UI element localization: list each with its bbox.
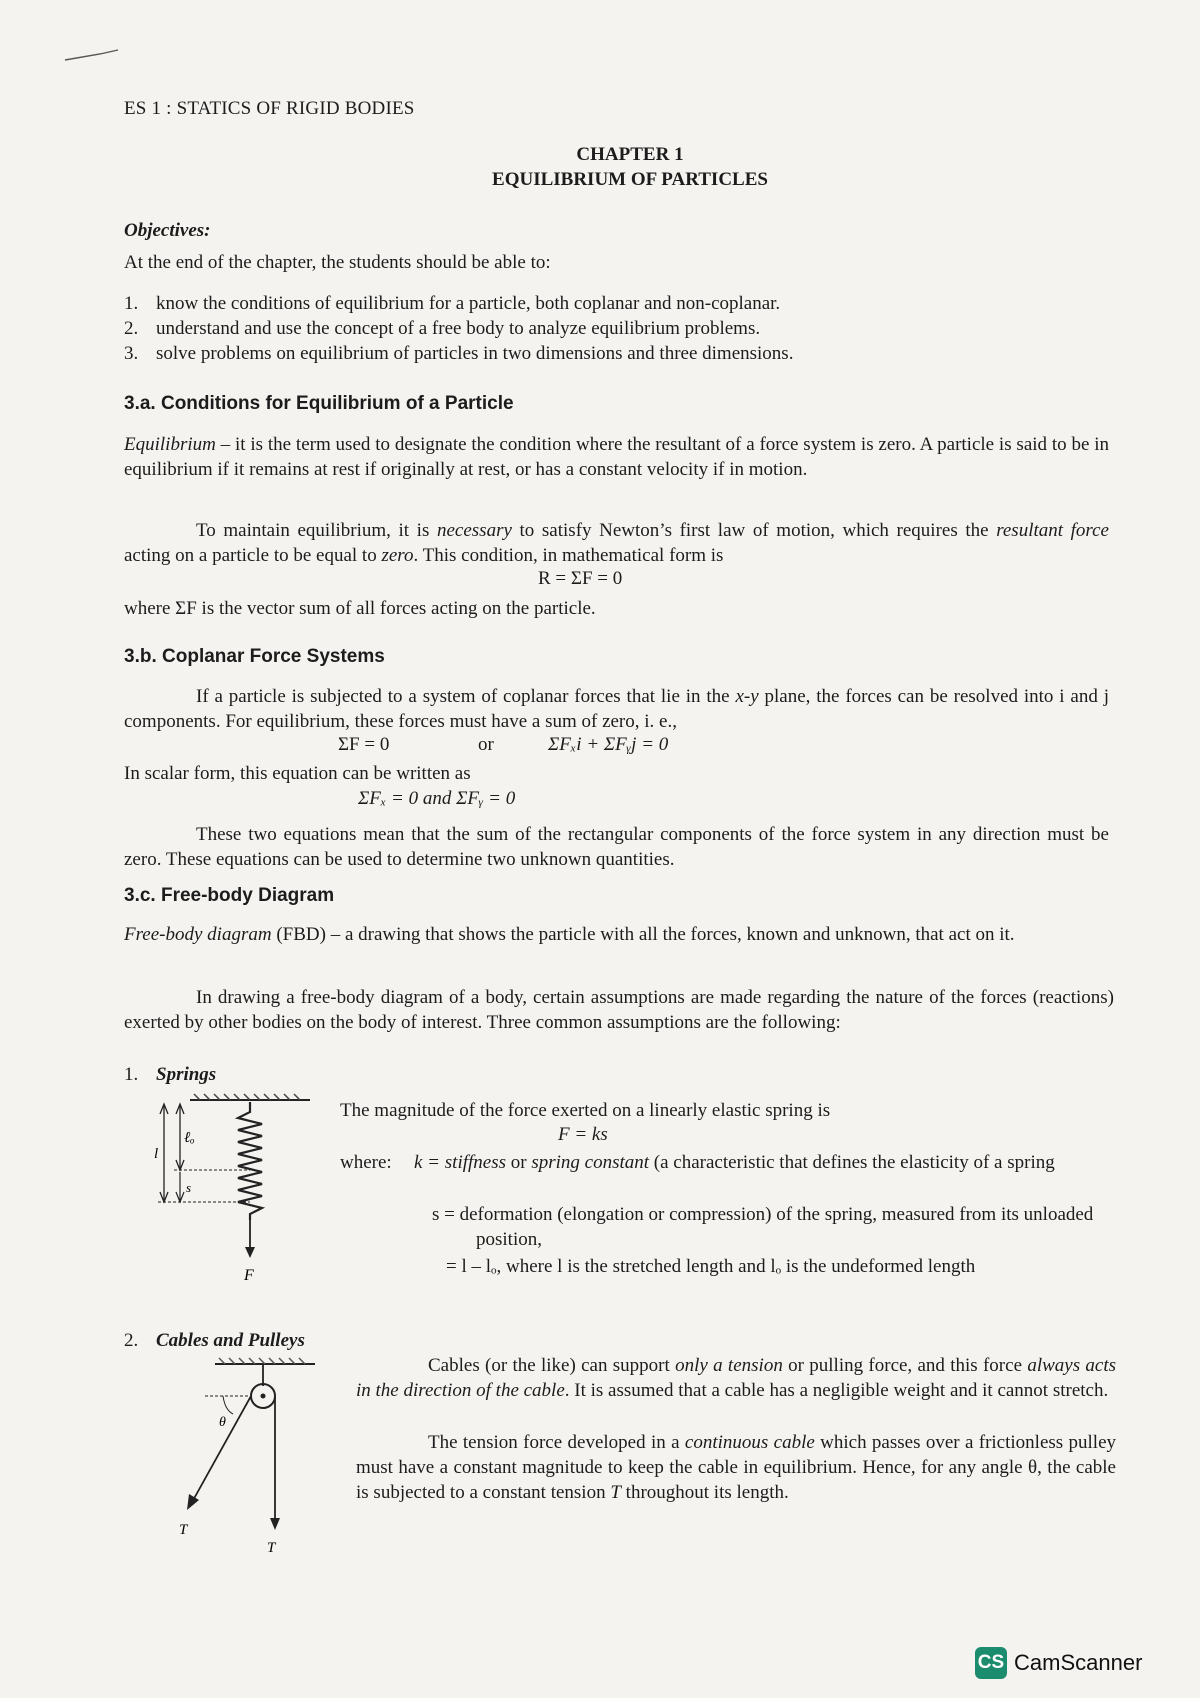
objective-item: 3. solve problems on equilibrium of particles in two dimensions and three dimensions. — [124, 343, 794, 364]
spring-formula: F = ks — [558, 1124, 608, 1145]
label-s: s — [186, 1180, 192, 1195]
section-c-paragraph: In drawing a free-body diagram of a body, certain assumptions are made regarding the nature of the forces (reactions) exerted by other bodies on the body of interest. Three common assumptions are the following: — [124, 987, 1114, 1033]
ceiling-hatch — [190, 1094, 310, 1100]
section-b-paragraph-2: These two equations mean that the sum of the rectangular components of the force system in any direction must be zero. These equations can be used to determine two unknown quantities. — [124, 824, 1109, 870]
label-T-down: T — [267, 1540, 276, 1556]
springs-heading: 1. Springs — [124, 1064, 217, 1085]
deformation-equation: = l – lₒ, where l is the stretched length and lₒ is the undeformed length — [446, 1256, 976, 1277]
objective-item: 2. understand and use the concept of a free body to analyze equilibrium problems. — [124, 318, 761, 339]
fbd-definition: Free-body diagram (FBD) – a drawing that shows the particle with all the forces, known and unknown, that act on it. — [124, 924, 1015, 945]
pulley-figure — [165, 1356, 325, 1556]
vector-equation-or: or — [478, 734, 494, 755]
section-b-heading: 3.b. Coplanar Force Systems — [124, 646, 385, 667]
scalar-form-text: In scalar form, this equation can be written as — [124, 763, 471, 784]
objective-item: 1. know the conditions of equilibrium for a particle, both coplanar and non-coplanar. — [124, 293, 781, 314]
tension-arrow-down — [270, 1518, 280, 1530]
objectives-list — [124, 291, 1104, 366]
spring-figure — [150, 1092, 320, 1292]
cables-paragraph-1: Cables (or the like) can support only a tension or pulling force, and this force always acts in the direction of the cable. It is assumed that a cable has a negligible weight and it cannot stretch. — [356, 1355, 1117, 1401]
objectives-intro: At the end of the chapter, the students should be able to: — [124, 252, 551, 273]
spring-where-label: where: — [340, 1152, 392, 1173]
deformation-definition: s = deformation (elongation or compression) of the spring, measured from its unloaded position, — [432, 1204, 1094, 1250]
vector-equation-left: ΣF = 0 — [338, 734, 390, 755]
course-header: ES 1 : STATICS OF RIGID BODIES — [124, 98, 415, 119]
force-arrow — [245, 1247, 255, 1258]
label-F: F — [244, 1267, 254, 1284]
equilibrium-equation: R = ΣF = 0 — [538, 568, 623, 589]
equilibrium-definition: Equilibrium – it is the term used to designate the condition where the resultant of a force system is zero. A particle is said to be in equilibrium if it remains at rest if originally at rest, or has a constant velocity if in motion. — [124, 434, 1109, 480]
label-l: l — [154, 1146, 159, 1162]
section-c-heading: 3.c. Free-body Diagram — [124, 885, 335, 906]
chapter-title: EQUILIBRIUM OF PARTICLES — [492, 169, 768, 190]
camscanner-text: CamScanner — [1014, 1650, 1143, 1675]
chapter-number: CHAPTER 1 — [576, 144, 684, 165]
cables-paragraph-2: The tension force developed in a continuous cable which passes over a frictionless pulley must have a constant magnitude to keep the cable in equilibrium. Hence, for any angle θ, the cable is subjected to a constant tension T throughout its length. — [356, 1432, 1117, 1503]
spring-magnitude-text: The magnitude of the force exerted on a linearly elastic spring is — [340, 1100, 831, 1121]
objectives-heading: Objectives: — [124, 220, 211, 241]
section-a-heading: 3.a. Conditions for Equilibrium of a Particle — [124, 393, 514, 414]
label-lo: ℓₒ — [184, 1130, 195, 1146]
camscanner-logo-icon: CS — [975, 1647, 1007, 1679]
section-a-paragraph: To maintain equilibrium, it is necessary to satisfy Newton’s first law of motion, which requires the resultant force acting on a particle to be equal to zero. This condition, in mathematical form is — [124, 520, 1109, 566]
section-a-where: where ΣF is the vector sum of all forces acting on the particle. — [124, 598, 596, 619]
tension-arrow-left — [187, 1494, 199, 1510]
label-theta: θ — [219, 1415, 226, 1430]
stiffness-definition: k = stiffness or spring constant (a characteristic that defines the elasticity of a spring — [414, 1152, 1055, 1173]
section-b-paragraph: If a particle is subjected to a system of coplanar forces that lie in the x-y plane, the forces can be resolved into i and j components. For equilibrium, these forces must have a sum of zero, i. e., — [124, 686, 1109, 732]
scalar-equations: ΣFₓ = 0 and ΣFᵧ = 0 — [358, 788, 516, 809]
label-T-left: T — [179, 1522, 188, 1538]
cables-heading: 2. Cables and Pulleys — [124, 1330, 305, 1351]
scan-mark — [60, 40, 130, 70]
ceiling-hatch — [215, 1358, 315, 1364]
vector-equation-right: ΣFₓi + ΣFᵧj = 0 — [548, 734, 669, 755]
